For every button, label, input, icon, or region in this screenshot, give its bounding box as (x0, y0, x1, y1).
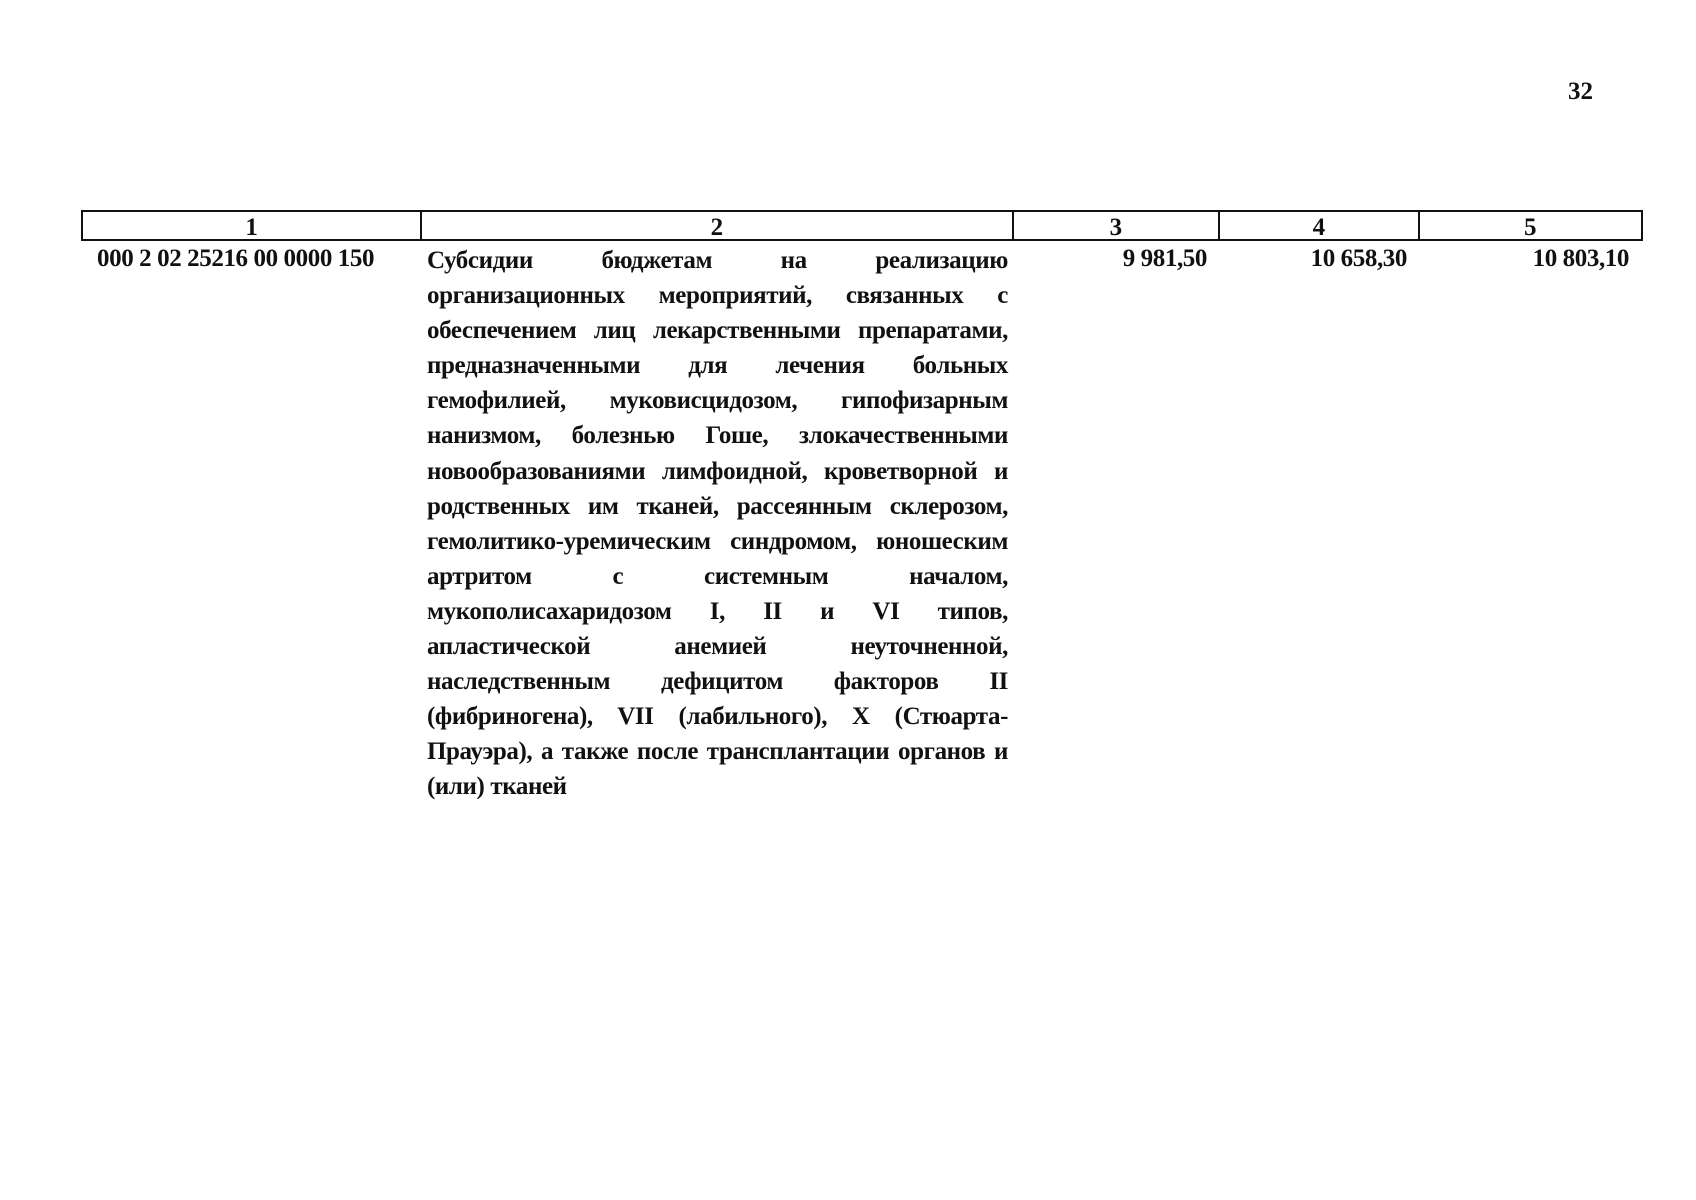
table-header-row (81, 210, 1643, 241)
column-header-5: 5 (1524, 214, 1537, 241)
budget-code-cell: 000 2 02 25216 00 0000 150 (97, 245, 375, 272)
column-header-4: 4 (1220, 212, 1419, 239)
table-row (81, 243, 1643, 805)
column-header-1: 1 (83, 212, 422, 239)
column-header-2: 2 (422, 212, 1013, 239)
amount-cell-5: 10 803,10 (1532, 245, 1629, 272)
page-number: 32 (1568, 78, 1593, 105)
amount-cell-3: 9 981,50 (1122, 245, 1207, 272)
budget-table (81, 210, 1643, 805)
column-header-3: 3 (1014, 212, 1220, 239)
amount-cell-4: 10 658,30 (1310, 245, 1407, 272)
description-cell: Субсидии бюджетам на реализацию организационных мероприятий, связанных с обеспечением лиц лекарственными препаратами, предназначенными для лечения больных гемофилией, муковисцидозом, гипофизарным нанизмом, болезнью Гоше, злокачественными новообразованиями лимфоидной, кроветворной и родственных им тканей, рассеянным склерозом, гемолитико-уремическим синдромом, юношеским артритом с системным началом, мукополисахаридозом I, II и VI типов, апластической анемией неуточненной, наследственным дефицитом факторов II (фибриногена), VII (лабильного), X (Стюарта-Прауэра), а также после трансплантации органов и (или) тканей (427, 247, 1008, 801)
